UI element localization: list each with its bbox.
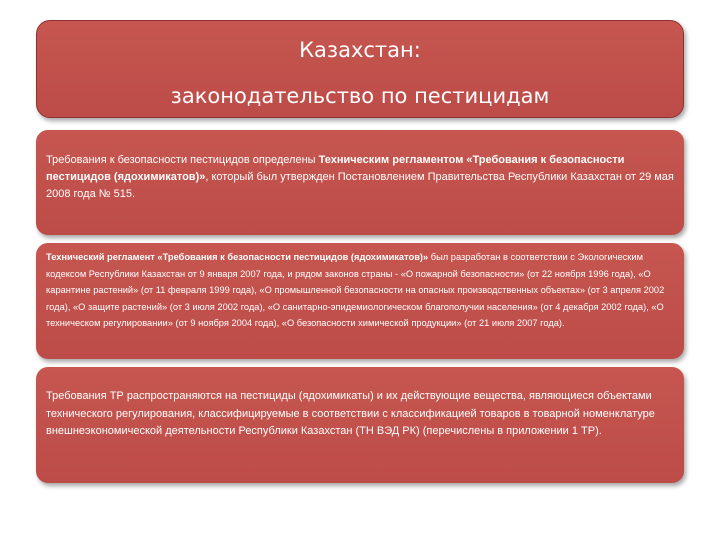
slide-title-line-1: Казахстан: bbox=[299, 38, 421, 62]
block-3-text-pre: Требования ТР распространяются на пестициды (ядохимикаты) и их действующие вещества, являющиеся объектами технического регулирования, классифицируемые в соответствии с классификацией товаров в товарной номенклатуре внешнеэкономической деятельности Республики Казахстан (ТН ВЭД РК) (перечислены в приложении 1 ТР). bbox=[46, 390, 655, 437]
content-block-1 bbox=[36, 130, 684, 235]
block-1-text-pre: Требования к безопасности пестицидов определены bbox=[46, 154, 319, 166]
block-2-text-post: был разработан в соответствии с Экологическим кодексом Республики Казахстан от 9 января 2007 года, и рядом законов страны - «О пожарной безопасности» (от 22 ноября 1996 года), «О карантине растений» (от 11 февраля 1999 года), «О промышленной безопасности на опасных производственных объектах» (от 3 апреля 2002 года), «О защите растений» (от 3 июля 2002 года), «О санитарно-эпидемиологическом благополучии населения» (от 4 декабря 2002 года), «О техническом регулировании» (от 9 ноября 2004 года), «О безопасности химической продукции» (от 21 июля 2007 года). bbox=[46, 252, 665, 328]
block-3-text bbox=[46, 388, 674, 441]
block-1-text bbox=[46, 152, 674, 203]
title-banner bbox=[36, 20, 684, 118]
content-block-2 bbox=[36, 243, 684, 359]
block-2-text-bold: Технический регламент «Требования к безопасности пестицидов (ядохимикатов)» bbox=[46, 252, 429, 262]
block-1-text-bold: Техническим регламентом «Требования к безопасности пестицидов (ядохимикатов)» bbox=[46, 154, 625, 183]
content-block-3 bbox=[36, 367, 684, 483]
block-1-text-post: , который был утвержден Постановлением Правительства Республики Казахстан от 29 мая 2008 года № 515. bbox=[46, 171, 674, 200]
slide-title-line-2: законодательство по пестицидам bbox=[170, 84, 550, 108]
block-2-text bbox=[46, 249, 674, 332]
